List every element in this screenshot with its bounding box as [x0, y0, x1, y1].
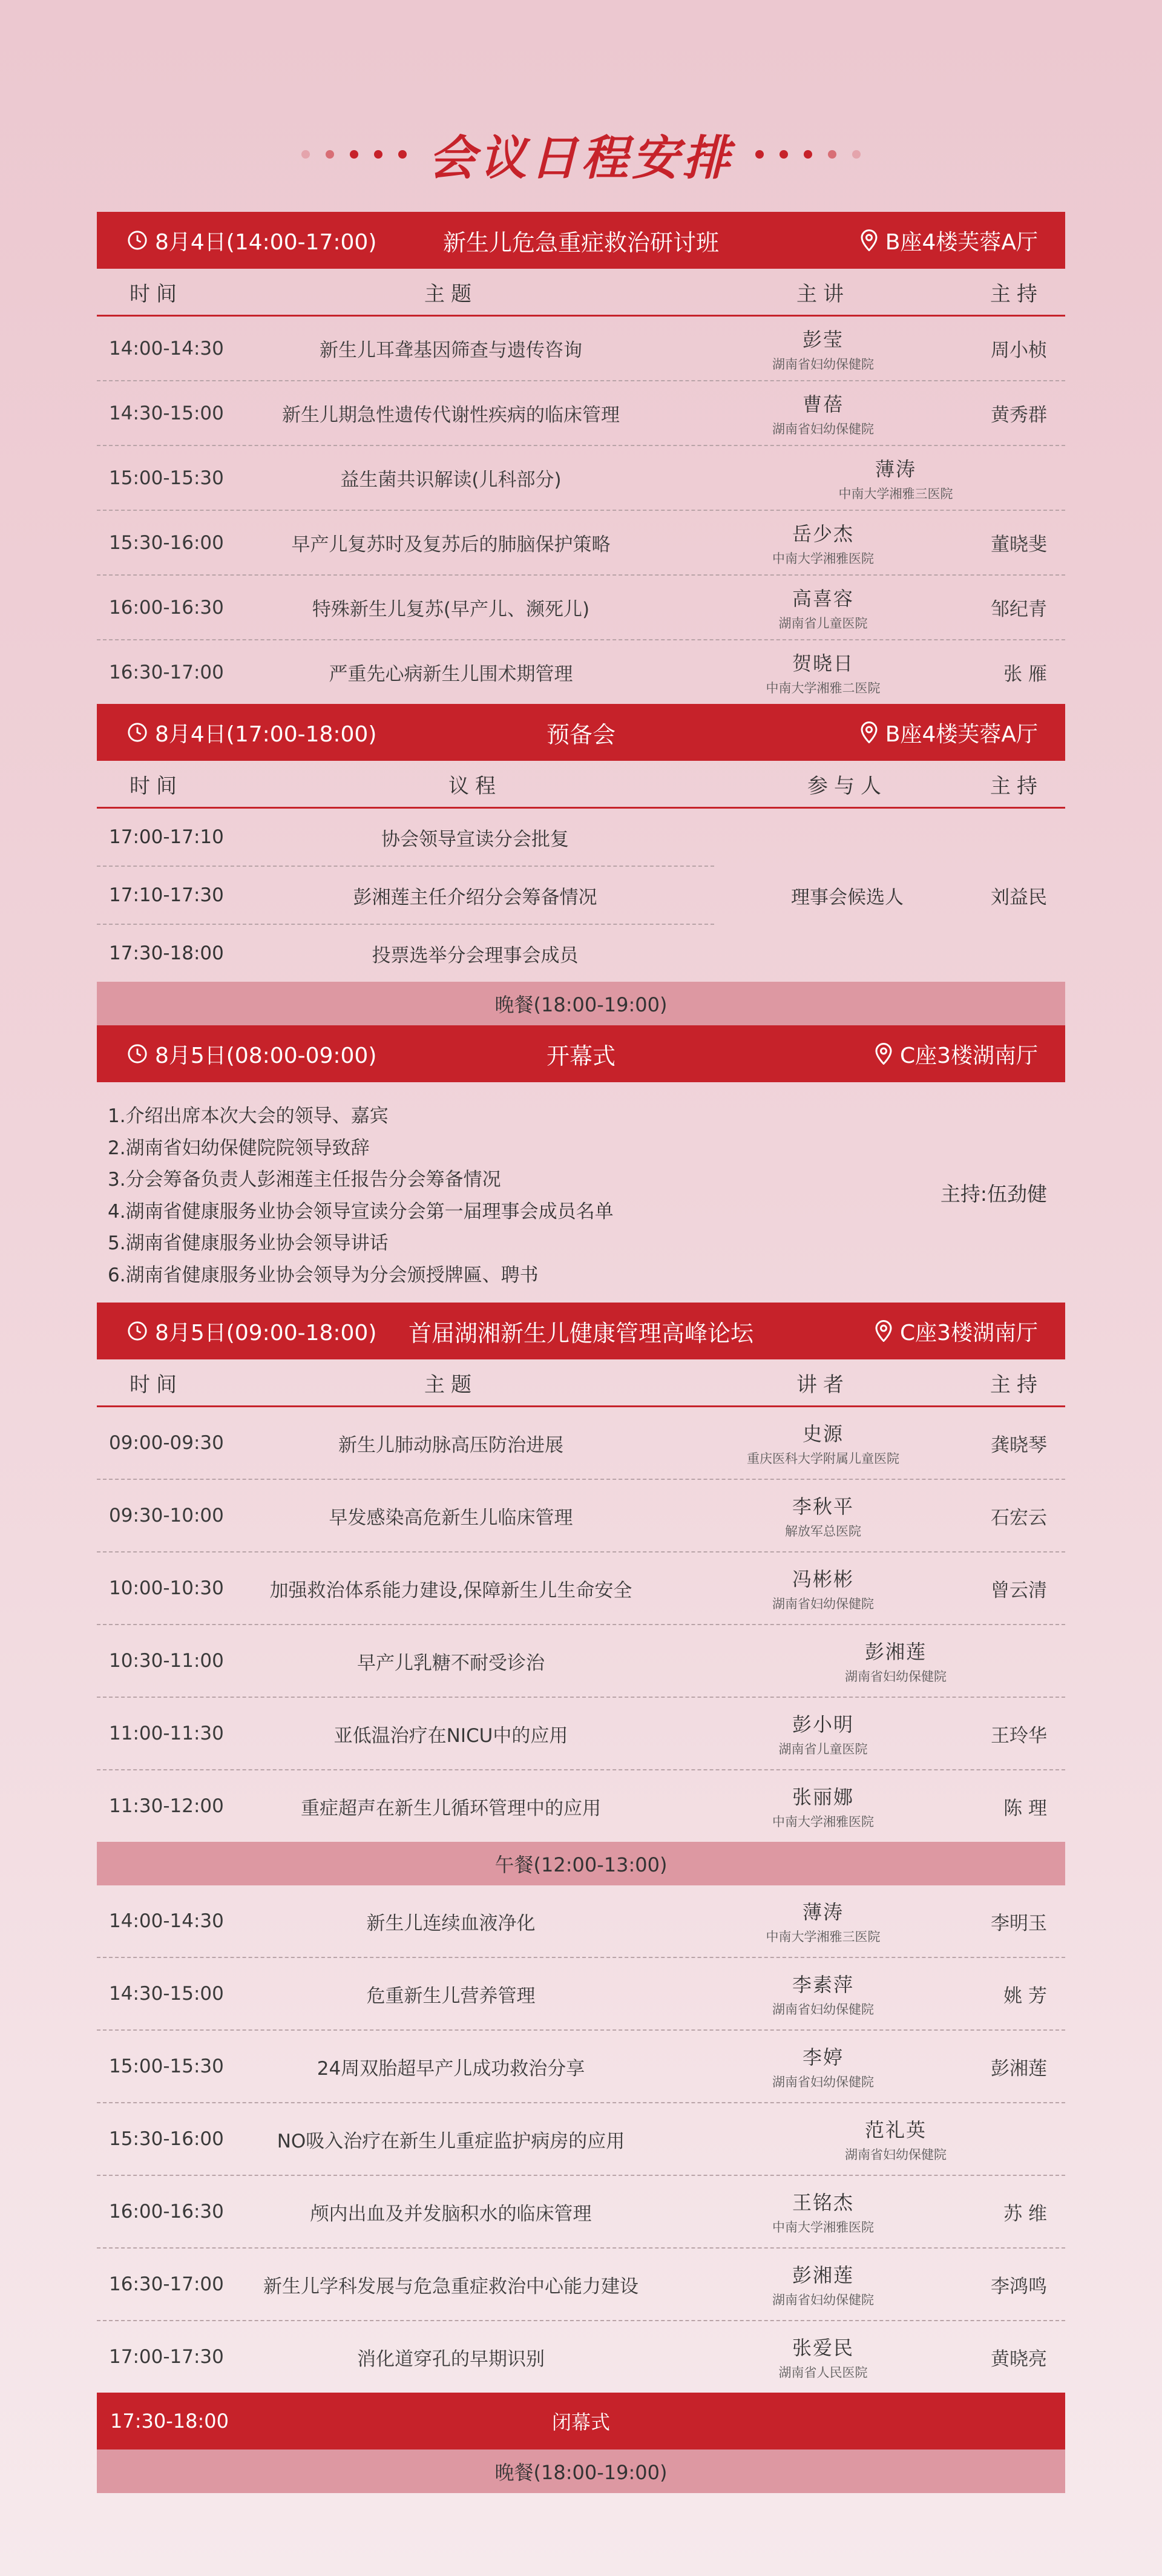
speaker-org: 湖南省妇幼保健院	[772, 2002, 874, 2017]
session3-host: 主持:伍劲健	[940, 1181, 1047, 1206]
list-item: 1.介绍出席本次大会的领导、嘉宾	[108, 1105, 389, 1127]
row-host: 王玲华	[991, 1724, 1047, 1747]
table-row	[97, 2321, 1065, 2393]
row-time: 17:10-17:30	[109, 884, 224, 906]
row-time: 17:30-18:00	[109, 942, 224, 964]
row-time: 16:00-16:30	[109, 596, 224, 619]
session4-header	[97, 1303, 1065, 1359]
session4-afternoon-rows	[97, 1885, 1065, 2393]
row-topic: 新生儿学科发展与危急重症救治中心能力建设	[263, 2275, 638, 2298]
table-row	[97, 2103, 1065, 2176]
closing-time: 17:30-18:00	[110, 2410, 229, 2433]
row-host: 邹纪青	[991, 599, 1047, 620]
row-topic: 彭湘莲主任介绍分会筹备情况	[353, 886, 597, 908]
session3-date: 8月5日(08:00-09:00)	[127, 1039, 376, 1070]
list-item: 5.湖南省健康服务业协会领导讲话	[108, 1232, 389, 1254]
speaker-org: 湖南省妇幼保健院	[772, 356, 874, 372]
session2-rows	[97, 809, 714, 982]
session2-date: 8月4日(17:00-18:00)	[127, 717, 376, 748]
row-speaker	[666, 583, 980, 632]
table-row	[97, 446, 1065, 511]
row-speaker	[666, 1491, 980, 1540]
speaker-org: 湖南省儿童医院	[778, 1742, 868, 1756]
dinner-break-2: 晚餐(18:00-19:00)	[97, 2450, 1065, 2493]
row-topic: 新生儿耳聋基因筛查与遗传咨询	[320, 340, 582, 361]
row-topic: 加强救治体系能力建设,保障新生儿生命安全	[269, 1579, 632, 1602]
row-host: 周小桢	[991, 340, 1047, 361]
row-topic: 早产儿复苏时及复苏后的肺脑保护策略	[291, 534, 611, 556]
closing-ceremony	[97, 2393, 1065, 2450]
speaker-org: 重庆医科大学附属儿童医院	[747, 1451, 899, 1466]
table-row	[97, 1552, 1065, 1625]
speaker-name: 王铭杰	[792, 2191, 854, 2214]
location-pin-icon	[875, 1320, 893, 1342]
speaker-org: 湖南省儿童医院	[778, 616, 868, 631]
speaker-name: 冯彬彬	[792, 1568, 854, 1591]
location-pin-icon	[875, 1043, 893, 1065]
speaker-org: 湖南省人民医院	[778, 2365, 868, 2380]
row-speaker	[666, 2333, 980, 2381]
session1-date: 8月4日(14:00-17:00)	[127, 225, 376, 256]
row-host: 姚 芳	[1003, 1985, 1047, 2007]
table-row	[97, 867, 714, 925]
row-speaker	[666, 1782, 980, 1830]
row-time: 15:00-15:30	[109, 2055, 224, 2077]
row-speaker	[666, 2115, 980, 2163]
speaker-name: 张爱民	[792, 2336, 854, 2359]
row-topic: 协会领导宣读分会批复	[381, 828, 569, 850]
row-topic: 危重新生儿营养管理	[366, 1985, 536, 2007]
row-time: 15:30-16:00	[109, 2128, 224, 2150]
row-topic: 新生儿期急性遗传代谢性疾病的临床管理	[282, 404, 620, 426]
clock-icon	[127, 230, 148, 251]
opening-agenda-list	[97, 1082, 884, 1303]
row-speaker	[666, 1564, 980, 1612]
clock-icon	[127, 1321, 148, 1341]
row-speaker	[666, 648, 980, 697]
row-time: 09:30-10:00	[109, 1505, 224, 1526]
session2-table-header: 时间 议程 参与人 主持	[97, 761, 1065, 809]
row-host: 苏 维	[1003, 2203, 1047, 2225]
session3-body	[97, 1082, 1065, 1303]
session2-host: 刘益民	[991, 886, 1047, 908]
list-item: 6.湖南省健康服务业协会领导为分会颁授牌匾、聘书	[108, 1264, 539, 1286]
page-header	[0, 121, 1162, 188]
session4-table-header: 时间 主题 讲者 主持	[97, 1359, 1065, 1407]
row-time: 14:00-14:30	[109, 337, 224, 360]
speaker-org: 中南大学湘雅二医院	[766, 680, 881, 695]
row-speaker	[666, 1637, 980, 1685]
session3-venue: C座3楼湖南厅	[875, 1039, 1038, 1070]
right-dots-decoration	[755, 150, 861, 159]
table-row	[97, 1625, 1065, 1698]
speaker-org: 解放军总医院	[785, 1524, 861, 1539]
table-row	[97, 1958, 1065, 2031]
list-item: 2.湖南省妇幼保健院院领导致辞	[108, 1137, 370, 1159]
closing-label: 闭幕式	[551, 2411, 610, 2434]
row-host: 李鸿鸣	[991, 2275, 1047, 2298]
session2-participants: 理事会候选人	[791, 886, 904, 908]
page-title: 会议日程安排	[428, 131, 734, 186]
speaker-org: 中南大学湘雅医院	[772, 2220, 874, 2235]
row-topic: 投票选举分会理事会成员	[372, 944, 579, 967]
table-row	[97, 1407, 1065, 1480]
table-row	[97, 1698, 1065, 1770]
speaker-name: 李素萍	[792, 1973, 854, 1996]
row-time: 16:00-16:30	[109, 2201, 224, 2223]
session4-venue: C座3楼湖南厅	[875, 1316, 1038, 1347]
speaker-name: 张丽娜	[792, 1786, 854, 1809]
speaker-name: 薄涛	[875, 457, 916, 481]
speaker-name: 贺晓日	[792, 651, 854, 675]
table-row	[97, 1480, 1065, 1552]
speaker-name: 彭小明	[792, 1713, 854, 1736]
speaker-name: 彭湘莲	[792, 2264, 854, 2287]
session1-table-header: 时间 主题 主讲 主持	[97, 269, 1065, 317]
row-speaker	[666, 2042, 980, 2091]
table-row	[97, 511, 1065, 576]
speaker-name: 曹蓓	[802, 392, 844, 416]
session1-venue: B座4楼芙蓉A厅	[860, 225, 1038, 256]
session4-morning-rows	[97, 1407, 1065, 1842]
row-time: 17:00-17:30	[109, 2346, 224, 2368]
session4-title: 首届湖湘新生儿健康管理高峰论坛	[408, 1319, 753, 1347]
row-topic: 新生儿连续血液净化	[366, 1912, 536, 1934]
row-topic: 24周双胎超早产儿成功救治分享	[317, 2057, 585, 2080]
session4-date: 8月5日(09:00-18:00)	[127, 1316, 376, 1347]
schedule	[97, 212, 1065, 2493]
row-time: 15:30-16:00	[109, 531, 224, 554]
speaker-name: 薄涛	[802, 1901, 844, 1924]
clock-icon	[127, 722, 148, 743]
table-row	[97, 1885, 1065, 1958]
session2-venue: B座4楼芙蓉A厅	[860, 717, 1038, 748]
row-topic: 特殊新生儿复苏(早产儿、濒死儿)	[312, 599, 590, 620]
speaker-org: 中南大学湘雅三医院	[838, 486, 953, 501]
speaker-org: 中南大学湘雅医院	[772, 1815, 874, 1829]
row-host: 龚晓琴	[991, 1434, 1047, 1456]
row-speaker	[666, 2187, 980, 2236]
row-time: 11:30-12:00	[109, 1795, 224, 1817]
row-time: 16:30-17:00	[109, 661, 224, 683]
row-topic: 早产儿乳糖不耐受诊治	[357, 1652, 545, 1674]
row-time: 17:00-17:10	[109, 826, 224, 848]
row-time: 10:00-10:30	[109, 1577, 224, 1599]
row-host: 石宏云	[991, 1506, 1047, 1529]
table-row	[97, 2031, 1065, 2103]
row-topic: 益生菌共识解读(儿科部分)	[340, 469, 562, 491]
speaker-org: 湖南省妇幼保健院	[772, 2075, 874, 2089]
speaker-org: 湖南省妇幼保健院	[772, 1597, 874, 1611]
session2-body	[97, 809, 1065, 982]
speaker-org: 湖南省妇幼保健院	[772, 2293, 874, 2307]
row-topic: 早发感染高危新生儿临床管理	[329, 1506, 573, 1529]
row-topic: 消化道穿孔的早期识别	[357, 2348, 545, 2370]
row-time: 14:30-15:00	[109, 1983, 224, 2005]
row-host: 黄秀群	[991, 404, 1047, 426]
row-topic: 颅内出血及并发脑积水的临床管理	[310, 2203, 592, 2225]
row-topic: 严重先心病新生儿围术期管理	[329, 663, 573, 685]
speaker-org: 湖南省妇幼保健院	[845, 1669, 947, 1684]
session2-header	[97, 704, 1065, 761]
session1-title: 新生儿危急重症救治研讨班	[442, 229, 719, 256]
speaker-name: 岳少杰	[792, 522, 854, 545]
row-time: 15:00-15:30	[109, 467, 224, 489]
speaker-name: 高喜容	[792, 586, 854, 610]
speaker-name: 史源	[802, 1422, 844, 1445]
row-time: 11:00-11:30	[109, 1723, 224, 1744]
row-time: 14:00-14:30	[109, 1910, 224, 1932]
row-topic: 重症超声在新生儿循环管理中的应用	[301, 1797, 601, 1819]
row-time: 10:30-11:00	[109, 1650, 224, 1672]
row-speaker	[666, 1419, 980, 1467]
row-host: 黄晓亮	[991, 2348, 1047, 2370]
table-row	[97, 381, 1065, 446]
row-host: 张 雁	[1003, 663, 1047, 685]
row-speaker	[666, 454, 980, 502]
speaker-org: 中南大学湘雅三医院	[766, 1930, 881, 1944]
speaker-name: 李婷	[802, 2046, 844, 2069]
speaker-org: 中南大学湘雅医院	[772, 551, 874, 566]
row-host: 陈 理	[1003, 1797, 1047, 1819]
session1-header	[97, 212, 1065, 269]
speaker-name: 彭莹	[802, 327, 844, 351]
row-host: 董晓斐	[991, 534, 1047, 556]
table-row	[97, 925, 714, 982]
row-host: 彭湘莲	[991, 2057, 1047, 2080]
row-host: 曾云清	[991, 1579, 1047, 1602]
row-topic: 新生儿肺动脉高压防治进展	[338, 1434, 563, 1456]
table-row	[97, 2249, 1065, 2321]
speaker-org: 湖南省妇幼保健院	[845, 2147, 947, 2162]
session3-title: 开幕式	[546, 1042, 615, 1070]
row-speaker	[666, 1970, 980, 2018]
location-pin-icon	[860, 721, 878, 743]
table-row	[97, 640, 1065, 704]
table-row	[97, 317, 1065, 381]
row-time: 14:30-15:00	[109, 402, 224, 424]
table-row	[97, 576, 1065, 640]
row-time: 16:30-17:00	[109, 2273, 224, 2295]
row-host: 李明玉	[991, 1912, 1047, 1934]
speaker-org: 湖南省妇幼保健院	[772, 421, 874, 436]
row-speaker	[666, 2260, 980, 2308]
dinner-break-1: 晚餐(18:00-19:00)	[97, 982, 1065, 1025]
row-speaker	[666, 1897, 980, 1945]
list-item: 3.分会筹备负责人彭湘莲主任报告分会筹备情况	[108, 1169, 501, 1191]
row-topic: 亚低温治疗在NICU中的应用	[333, 1724, 568, 1747]
speaker-name: 彭湘莲	[864, 1640, 927, 1663]
session2-title: 预备会	[546, 721, 615, 748]
speaker-name: 李秋平	[792, 1495, 854, 1518]
lunch-break: 午餐(12:00-13:00)	[97, 1842, 1065, 1885]
list-item: 4.湖南省健康服务业协会领导宣读分会第一届理事会成员名单	[108, 1200, 614, 1223]
table-row	[97, 2176, 1065, 2249]
clock-icon	[127, 1043, 148, 1064]
left-dots-decoration	[301, 150, 407, 159]
row-time: 09:00-09:30	[109, 1432, 224, 1454]
session3-header	[97, 1025, 1065, 1082]
row-speaker	[666, 324, 980, 373]
speaker-name: 范礼英	[864, 2118, 927, 2141]
session1-rows	[97, 317, 1065, 704]
table-row	[97, 1770, 1065, 1842]
location-pin-icon	[860, 229, 878, 251]
row-topic: NO吸入治疗在新生儿重症监护病房的应用	[277, 2130, 625, 2152]
row-speaker	[666, 1709, 980, 1758]
row-speaker	[666, 389, 980, 438]
table-row	[97, 809, 714, 867]
row-speaker	[666, 519, 980, 567]
